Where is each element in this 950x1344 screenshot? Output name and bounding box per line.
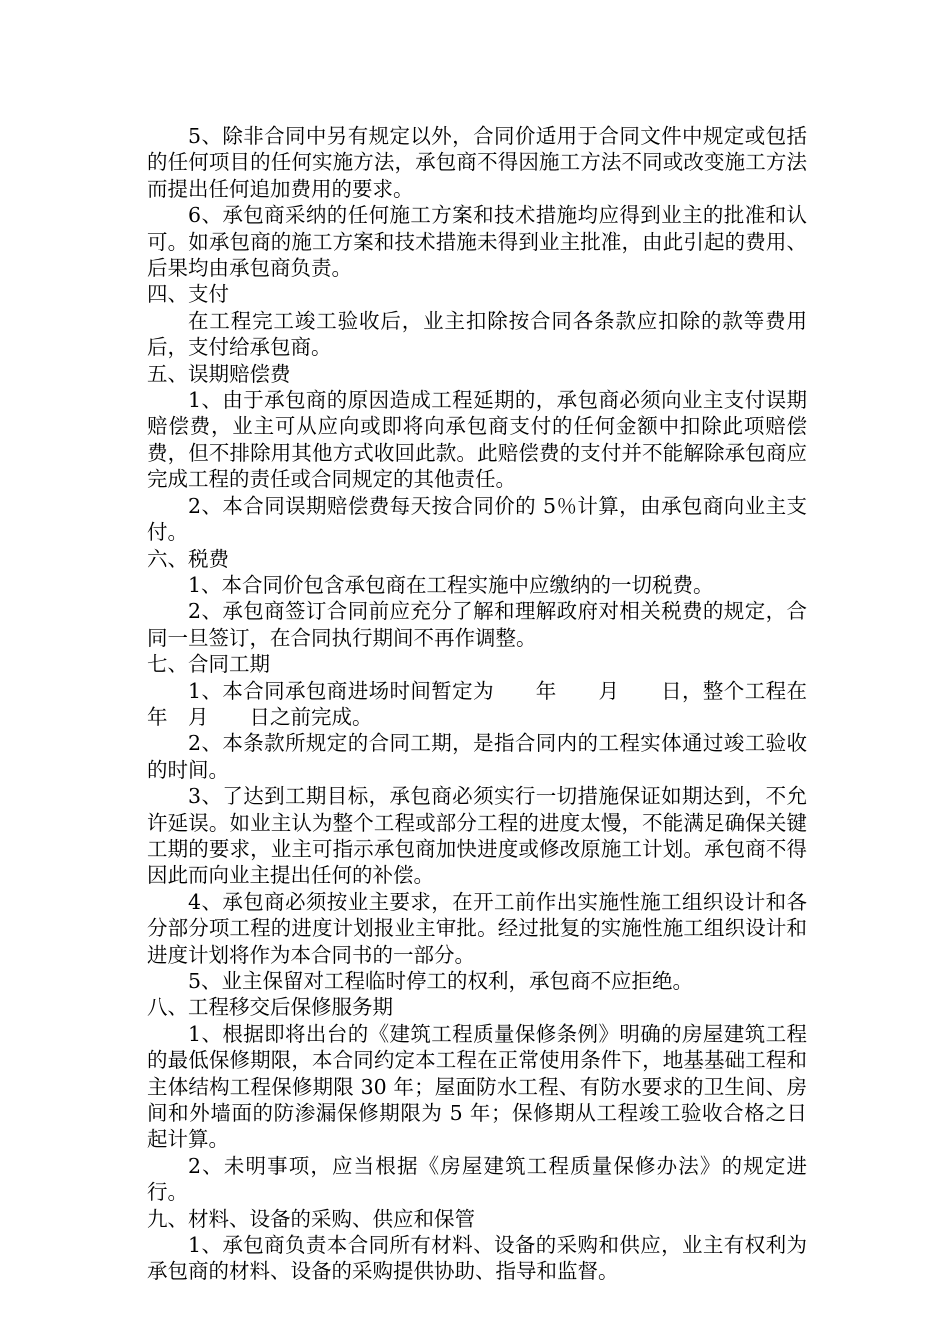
delay-damages-clause-2: 2、本合同误期赔偿费每天按合同价的 5％计算，由承包商向业主支付。 <box>147 493 807 545</box>
contract-period-clause-4: 4、承包商必须按业主要求，在开工前作出实施性施工组织设计和各分部分项工程的进度计划报业主审批。经过批复的实施性施工组织设计和进度计划将作为本合同书的一部分。 <box>147 889 807 967</box>
taxes-clause-1: 1、本合同价包含承包商在工程实施中应缴纳的一切税费。 <box>188 572 714 597</box>
delay-damages-clause-1: 1、由于承包商的原因造成工程延期的，承包商必须向业主支付误期赔偿费，业主可从应向或即将向承包商支付的任何金额中扣除此项赔偿费，但不排除用其他方式收回此款。此赔偿费的支付并不能解除承包商应完成工程的责任或合同规定的其他责任。 <box>147 388 807 492</box>
contract-period-clause-1: 1、本合同承包商进场时间暂定为 年 月 日，整个工程在 年 月 日之前完成。 <box>147 678 848 729</box>
clause-5-price-applicability: 5、除非合同中另有规定以外，合同价适用于合同文件中规定或包括的任何项目的任何实施方法，承包商不得因施工方法不同或改变施工方法而提出任何追加费用的要求。 <box>147 124 807 201</box>
section-heading-warranty-period: 八、工程移交后保修服务期 <box>147 995 393 1020</box>
warranty-clause-2: 2、未明事项，应当根据《房屋建筑工程质量保修办法》的规定进行。 <box>147 1153 807 1205</box>
section-heading-taxes: 六、税费 <box>147 546 229 571</box>
materials-clause-1: 1、承包商负责本合同所有材料、设备的采购和供应，业主有权利为承包商的材料、设备的采购提供协助、指导和监督。 <box>147 1233 807 1284</box>
contract-period-clause-5: 5、业主保留对工程临时停工的权利，承包商不应拒绝。 <box>188 969 694 993</box>
section-heading-materials-equipment: 九、材料、设备的采购、供应和保管 <box>147 1206 475 1231</box>
clause-6-construction-plan-approval: 6、承包商采纳的任何施工方案和技术措施均应得到业主的批准和认可。如承包商的施工方案和技术措施未得到业主批准，由此引起的费用、后果均由承包商负责。 <box>147 203 807 281</box>
contract-period-clause-3: 3、了达到工期目标，承包商必须实行一切措施保证如期达到，不允许延误。如业主认为整个工程或部分工程的进度太慢，不能满足确保关键工期的要求，业主可指示承包商加快进度或修改原施工计划。承包商不得因此而向业主提出任何的补偿。 <box>147 784 807 888</box>
section-heading-contract-period: 七、合同工期 <box>147 652 270 677</box>
payment-paragraph: 在工程完工竣工验收后，业主扣除按合同各条款应扣除的款等费用后，支付给承包商。 <box>147 308 807 360</box>
document-body <box>147 123 848 1285</box>
taxes-clause-2: 2、承包商签订合同前应充分了解和理解政府对相关税费的规定，合同一旦签订，在合同执行期间不再作调整。 <box>147 599 807 650</box>
section-heading-payment: 四、支付 <box>147 282 229 307</box>
contract-period-clause-2: 2、本条款所规定的合同工期，是指合同内的工程实体通过竣工验收的时间。 <box>147 731 807 782</box>
section-heading-delay-damages: 五、误期赔偿费 <box>147 361 291 386</box>
warranty-clause-1: 1、根据即将出台的《建筑工程质量保修条例》明确的房屋建筑工程的最低保修期限，本合同约定本工程在正常使用条件下，地基基础工程和主体结构工程保修期限 30 年；屋面防水工程、有防水要求的卫生间、房间和外墙面的防渗漏保修期限为 5 年；保修期从工程竣工验收合格之日起计算。 <box>147 1021 807 1152</box>
